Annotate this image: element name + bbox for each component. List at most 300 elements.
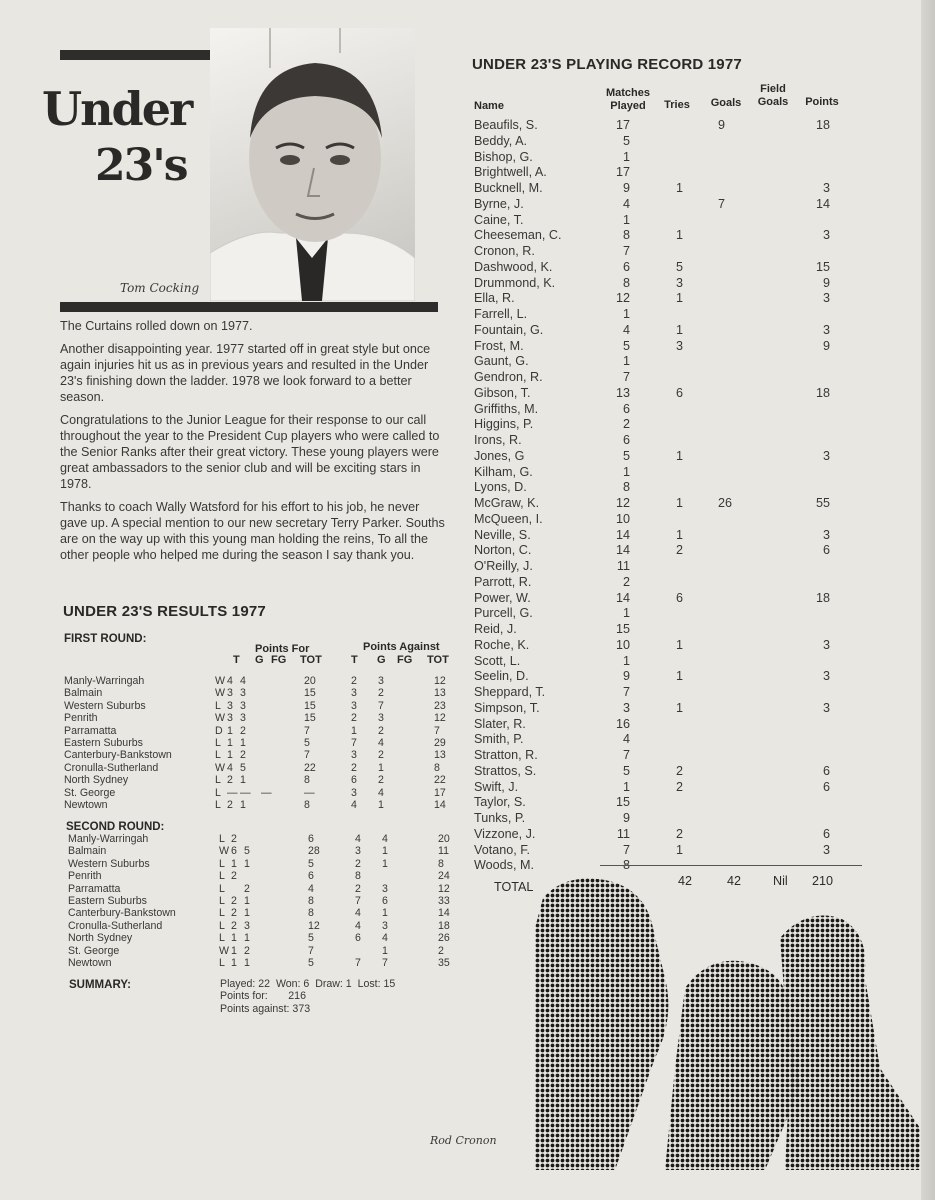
result-tot: 28 [308,845,320,858]
result-r: L [219,882,225,895]
player-points: 9 [822,275,830,290]
player-tries: 1 [676,181,684,195]
header-bottom-bar [60,302,438,312]
player-name: Gendron, R. [474,370,543,384]
player-matches: 7 [622,685,630,699]
player-matches: 17 [615,165,630,180]
result-g: 3 [240,712,246,725]
player-name: Gibson, T. [474,385,531,400]
result-at: 6 [355,932,361,945]
player-tries: 1 [676,527,684,542]
result-t: 2 [231,870,237,883]
result-t: 2 [231,919,237,932]
player-points: 6 [822,826,830,841]
player-name: Bucknell, M. [474,181,543,195]
player-name: Dashwood, K. [474,259,553,274]
result-t: 2 [231,907,237,920]
player-tries: 3 [676,338,684,353]
result-ag: 1 [378,798,384,811]
result-r: L [219,932,225,945]
col-tries-header: Tries [664,99,690,111]
result-ag: 3 [378,675,384,687]
player-matches: 6 [622,433,630,447]
player-matches: 13 [615,385,630,400]
player-points: 15 [815,259,830,274]
result-team: Manly-Warringah [68,833,149,845]
player-tries: 1 [676,669,684,684]
player-tries: 2 [676,826,684,841]
result-r: W [215,712,225,725]
result-at: 3 [351,749,357,762]
total-rule [600,865,862,866]
player-matches: 8 [622,228,630,243]
player-name: Smith, P. [474,732,524,747]
player-points: 18 [815,590,830,605]
player-name: Scott, L. [474,653,521,668]
result-atot: 23 [434,699,446,712]
player-points: 6 [822,779,830,794]
result-ag: 4 [378,786,384,799]
result-t: 1 [231,956,237,969]
action-photo-caption: Rod Cronon [430,1134,497,1147]
result-atot: 7 [434,724,440,737]
result-g: 2 [244,944,250,957]
result-atot: 2 [438,944,444,957]
player-matches: 16 [615,716,630,731]
player-tries: 6 [676,385,684,400]
result-r: L [219,956,225,969]
portrait-illustration [210,28,415,301]
result-at: 2 [355,882,361,895]
player-name: Power, W. [474,590,531,605]
player-name: Ella, R. [474,291,515,306]
player-matches: 4 [622,196,630,211]
result-team: St. George [68,944,120,957]
player-points: 18 [815,385,830,400]
player-matches: 1 [622,653,630,668]
result-tot: — [304,786,315,799]
result-g: 3 [240,687,246,700]
result-row [64,774,464,786]
col-g-against: G [377,654,386,666]
result-atot: 12 [438,882,450,895]
result-tot: 22 [304,761,316,774]
player-name: Cheeseman, C. [474,228,562,243]
player-matches: 1 [622,606,630,621]
summary-block [220,978,395,1015]
result-g: 1 [240,774,246,787]
player-matches: 5 [622,338,630,353]
result-ag: 2 [378,749,384,762]
intro-text [60,318,445,570]
result-r: L [215,749,221,762]
result-r: L [219,857,225,870]
result-t: 2 [227,798,233,811]
player-name: Griffiths, M. [474,401,539,416]
player-name: Votano, F. [474,842,531,857]
result-ag: 3 [382,882,388,895]
result-team: Newtown [64,798,108,811]
result-row [68,845,468,857]
result-r: L [215,699,221,712]
result-r: W [215,675,225,687]
result-tot: 15 [304,699,316,712]
second-round-table [68,833,468,969]
result-tot: 5 [308,857,314,870]
result-at: 3 [351,699,357,712]
player-name: Lyons, D. [474,480,527,495]
player-name: Seelin, D. [474,669,529,684]
result-r: L [215,736,221,749]
result-team: Penrith [64,712,98,725]
result-r: L [215,798,221,811]
total-label: TOTAL [494,880,534,894]
result-atot: 8 [438,857,444,870]
total-goals: 42 [727,874,742,888]
player-points: 6 [822,543,830,558]
result-tot: 6 [308,870,314,883]
result-row [68,932,468,944]
result-row [68,957,468,969]
player-name: Tunks, P. [474,811,526,825]
result-atot: 26 [438,932,450,945]
result-at: 7 [351,736,357,749]
intro-paragraph: Another disappointing year. 1977 started off in great style but once again injuries hit us as in previous years and resulted in the Under 23's finishing down the ladder. 1978 we look forward to a better season. [60,342,431,404]
result-r: L [219,907,225,920]
result-ag: 4 [382,833,388,845]
result-atot: 8 [434,761,440,774]
player-matches: 15 [615,795,630,810]
player-name: Gaunt, G. [474,354,529,369]
result-ag: 4 [382,932,388,945]
result-tot: 20 [304,675,316,687]
player-matches: 6 [622,401,630,416]
result-ag: 1 [382,907,388,920]
result-tot: 7 [304,724,310,737]
player-tries: 1 [676,228,684,243]
page-edge [921,0,935,1200]
result-at: 2 [351,761,357,774]
result-team: Penrith [68,870,102,883]
result-ag: 1 [382,944,388,957]
player-matches: 1 [622,779,630,794]
result-team: Canterbury-Bankstown [64,749,172,762]
result-ag: 1 [382,845,388,858]
points-for-header: Points For [255,643,310,655]
result-tot: 12 [308,919,320,932]
result-ag: 1 [378,761,384,774]
result-at: 3 [355,845,361,858]
result-row [64,799,464,811]
record-title: UNDER 23'S PLAYING RECORD 1977 [472,56,742,73]
result-row [68,907,468,919]
result-g: 1 [244,894,250,907]
player-name: Higgins, P. [474,417,534,432]
result-ag: 2 [378,724,384,737]
result-tot: 8 [308,894,314,907]
result-atot: 12 [434,675,446,687]
result-ag: 4 [378,736,384,749]
result-t: — [227,786,238,799]
result-t: 3 [227,712,233,725]
result-team: Cronulla-Sutherland [68,919,163,932]
result-t: 6 [231,845,237,858]
player-matches: 9 [622,669,630,684]
col-t-against: T [351,654,358,666]
result-r: W [219,845,229,858]
result-tot: 5 [304,736,310,749]
player-points: 3 [822,669,830,684]
result-atot: 20 [438,833,450,845]
result-tot: 15 [304,687,316,700]
result-r: W [215,761,225,774]
result-atot: 29 [434,736,446,749]
player-name: Kilham, G. [474,464,533,479]
player-name: Cronon, R. [474,244,535,258]
result-tot: 5 [308,932,314,945]
summary-label: SUMMARY: [69,979,131,991]
player-matches: 7 [622,244,630,258]
result-fg: — [261,786,272,799]
player-tries: 1 [676,291,684,306]
result-team: Eastern Suburbs [68,894,147,907]
page-title-line1: Under [42,82,192,136]
result-row [64,675,464,687]
player-tries: 2 [676,763,684,778]
player-name: Parrott, R. [474,574,532,589]
result-at: 1 [351,724,357,737]
result-row [64,737,464,749]
player-name: Simpson, T. [474,700,540,715]
col-tot-against: TOT [427,654,449,666]
result-g: 1 [240,736,246,749]
result-g: 1 [244,956,250,969]
player-name: Drummond, K. [474,275,556,290]
summary-points-against: Points against: 373 [220,1002,311,1015]
result-team: Balmain [64,687,103,700]
player-name: Swift, J. [474,779,519,794]
result-r: L [219,894,225,907]
result-t: 2 [231,894,237,907]
player-matches: 4 [622,732,630,747]
result-ag: 3 [378,712,384,725]
result-tot: 7 [308,944,314,957]
result-at: 3 [351,786,357,799]
result-tot: 6 [308,833,314,845]
first-round-table [64,675,464,811]
player-matches: 6 [622,259,630,274]
player-matches: 11 [616,559,630,573]
result-t: 2 [227,774,233,787]
intro-paragraph: The Curtains rolled down on 1977. [60,319,253,333]
result-g: 2 [240,749,246,762]
result-r: L [215,774,221,787]
player-points: 3 [822,448,830,463]
player-matches: 2 [622,417,630,432]
result-tot: 8 [304,798,310,811]
result-at: 4 [355,833,361,845]
player-points: 18 [815,118,830,132]
result-ag: 1 [382,857,388,870]
player-name: Irons, R. [474,433,522,447]
player-matches: 12 [615,496,630,510]
player-matches: 14 [615,543,630,558]
player-tries: 1 [676,496,684,510]
player-name: Roche, K. [474,637,530,652]
player-name: Bishop, G. [474,149,533,164]
result-t: 1 [227,724,233,737]
player-matches: 10 [615,637,630,652]
player-tries: 1 [676,448,684,463]
result-ag: 7 [382,956,388,969]
player-name: Reid, J. [474,622,517,636]
result-r: L [219,833,225,845]
result-tot: 8 [308,907,314,920]
result-t: 3 [227,699,233,712]
player-name: Slater, R. [474,716,526,731]
player-matches: 15 [615,622,630,636]
col-name-header: Name [474,100,504,112]
player-matches: 9 [622,811,630,825]
player-name: Vizzone, J. [474,826,536,841]
player-name: Farrell, L. [474,307,528,321]
player-name: Frost, M. [474,338,524,353]
player-points: 3 [822,181,830,195]
result-t: 1 [231,944,237,957]
result-at: 4 [355,919,361,932]
player-matches: 7 [622,842,630,857]
player-name: Neville, S. [474,527,531,542]
result-row [64,725,464,737]
result-row [64,787,464,799]
player-name: Sheppard, T. [474,685,546,699]
col-g-for: G [255,654,264,666]
page-title-line2: 23's [95,140,187,191]
player-matches: 1 [622,212,630,227]
header-top-bar [60,50,210,60]
player-matches: 10 [615,511,630,526]
player-tries: 6 [676,590,684,605]
player-name: Beddy, A. [474,133,527,148]
result-g: 3 [244,919,250,932]
result-g: 3 [240,699,246,712]
results-title: UNDER 23'S RESULTS 1977 [63,603,266,620]
result-row [68,883,468,895]
player-name: Woods, M. [474,858,534,873]
summary-points-for: Points for: 216 [220,990,306,1003]
player-points: 3 [822,700,830,715]
player-name: Byrne, J. [474,196,524,211]
result-at: 7 [355,894,361,907]
result-r: W [215,687,225,700]
result-ag: 3 [382,919,388,932]
result-atot: 22 [434,774,446,787]
result-tot: 4 [308,882,314,895]
player-goals: 26 [718,496,733,510]
player-points: 3 [822,527,830,542]
player-matches: 9 [622,181,630,195]
result-g: 1 [244,932,250,945]
result-at: 2 [355,857,361,870]
result-at: 4 [355,907,361,920]
result-ag: 6 [382,894,388,907]
player-matches: 1 [622,307,630,321]
result-team: North Sydney [64,774,129,787]
result-row [68,833,468,845]
col-t-for: T [233,654,240,666]
summary-played: Played: 22 Won: 6 Draw: 1 Lost: 15 [220,978,396,990]
result-ag: 2 [378,774,384,787]
result-atot: 13 [434,687,446,700]
result-t: 2 [231,833,237,845]
first-round-label: FIRST ROUND: [64,633,147,645]
col-matches-header: Matches Played [605,87,651,112]
player-points: 9 [822,338,830,353]
result-row [68,945,468,957]
player-matches: 14 [615,590,630,605]
player-matches: 1 [622,464,630,479]
result-team: Eastern Suburbs [64,736,143,749]
player-points: 3 [822,637,830,652]
player-matches: 11 [616,826,630,841]
result-at: 3 [351,687,357,700]
player-tries: 1 [676,842,684,857]
result-at: 6 [351,774,357,787]
player-name: Stratton, R. [474,748,538,762]
player-tries: 5 [676,259,684,274]
intro-paragraph: Congratulations to the Junior League for their response to our call throughout the year to the President Cup players who were called to the Senior Ranks after their great victory. These young players were great ambassadors to the senior club and will be exciting stars in 1978. [60,413,440,491]
result-t: 3 [227,687,233,700]
result-team: Parramatta [68,882,121,895]
result-g: 4 [240,675,246,687]
player-points: 3 [822,291,830,306]
second-round-label: SECOND ROUND: [66,821,165,833]
col-fg-against: FG [397,654,413,666]
portrait-caption: Tom Cocking [120,281,200,295]
result-t: 1 [227,736,233,749]
result-row [64,700,464,712]
action-photo-illustration [535,868,920,1170]
result-team: St. George [64,786,116,799]
col-goals-header: Goals [710,97,742,109]
result-r: L [219,870,225,883]
result-atot: 24 [438,870,450,883]
player-goals: 9 [718,118,726,132]
result-at: 7 [355,956,361,969]
result-tot: 7 [304,749,310,762]
player-tries: 2 [676,779,684,794]
player-matches: 7 [622,370,630,384]
player-points: 14 [815,196,830,211]
result-ag: 7 [378,699,384,712]
player-matches: 8 [622,275,630,290]
player-tries: 3 [676,275,684,290]
player-points: 3 [822,842,830,857]
result-team: Balmain [68,845,107,858]
result-row [64,749,464,761]
total-field-goals: Nil [773,874,788,888]
player-name: Jones, G [474,448,525,463]
result-atot: 35 [438,956,450,969]
result-team: North Sydney [68,932,133,945]
result-atot: 14 [438,907,450,920]
result-atot: 18 [438,919,450,932]
total-tries: 42 [678,874,693,888]
result-g: 1 [244,907,250,920]
result-atot: 13 [434,749,446,762]
player-name: Strattos, S. [474,763,537,778]
player-name: Norton, C. [474,543,532,558]
